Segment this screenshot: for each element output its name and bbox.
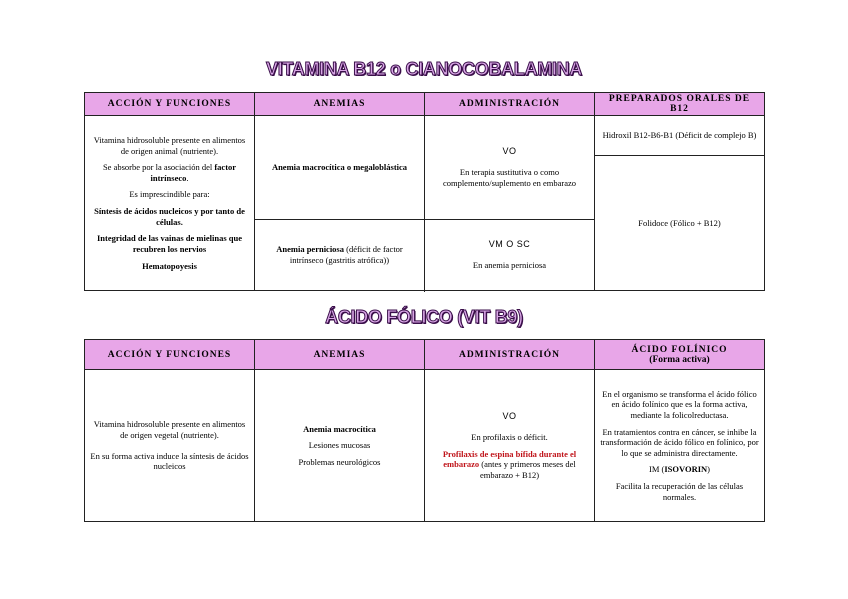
b9-folinico-p1: En el organismo se transforma el ácido fólico en ácido folínico que es la forma activa, mediante la folicolreductasa. — [602, 388, 757, 420]
b9-accion-p2: En su forma activa induce la síntesis de ácidos nucleicos — [90, 450, 249, 472]
b12-accion-p6: Hematopoyesis — [142, 260, 197, 271]
b9-anemia-item-1: Lesiones mucosas — [308, 440, 371, 451]
b9-admin-cell — [425, 370, 595, 522]
b12-accion-cell — [85, 116, 255, 291]
b9-folinico-p3: IM (ISOVORIN) — [648, 464, 710, 475]
b12-admin-2 — [425, 219, 595, 291]
b12-admin-1-route: VO — [502, 146, 517, 156]
b12-header-accion: ACCIÓN Y FUNCIONES — [85, 93, 255, 116]
b12-accion-p5: Integridad de las vainas de mielinas que recubren los nervios — [97, 233, 242, 254]
b9-anemia-cell — [255, 370, 425, 522]
b9-header-folinico: ÁCIDO FOLÍNICO (Forma activa) — [595, 340, 765, 370]
b12-accion-p3: Es imprescindible para: — [129, 189, 210, 200]
b9-admin-route: VO — [502, 410, 517, 421]
b12-prep-1: Hidroxil B12-B6-B1 (Déficit de complejo B) — [595, 116, 765, 156]
b12-admin-1 — [425, 116, 595, 220]
b12-accion-p1: Vitamina hidrosoluble presente en alimentos de origen animal (nutriente). — [93, 134, 246, 156]
b9-header-administracion: ADMINISTRACIÓN — [425, 340, 595, 370]
b9-anemia-title: Anemia macrocítica — [303, 423, 376, 434]
b12-header-administracion: ADMINISTRACIÓN — [425, 93, 595, 116]
b9-header-row — [85, 340, 765, 370]
b12-admin-2-route: VM O SC — [488, 238, 531, 249]
b12-anemia-2: Anemia perniciosa (déficit de factor intrínseco (gastritis atrófica)) — [255, 219, 425, 291]
b12-header-preparados: PREPARADOS ORALES DE B12 — [595, 93, 765, 116]
b9-anemia-item-2: Problemas neurológicos — [298, 456, 381, 467]
b12-header-row — [85, 93, 765, 116]
b9-folinico-cell — [595, 370, 765, 522]
b12-prep-2: Folidoce (Fólico + B12) — [595, 156, 765, 291]
b12-admin-1-text: En terapia sustitutiva o como complemento/suplemento en embarazo — [442, 167, 577, 188]
b12-table — [84, 92, 765, 291]
b12-accion-p4: Síntesis de ácidos nucleicos y por tanto de células. — [94, 206, 245, 227]
b12-admin-2-text: En anemia perniciosa — [472, 260, 547, 271]
b9-title: ÁCIDO FÓLICO (VIT B9) — [325, 307, 523, 327]
b9-admin-p1: En profilaxis o déficit. — [471, 431, 548, 442]
b12-title: VITAMINA B12 o CIANOCOBALAMINA — [266, 59, 582, 79]
b9-folinico-p2: En tratamientos contra en cáncer, se inhibe la transformación de ácido fólico en folínico, por lo que se administra directamente. — [600, 426, 759, 458]
b9-accion-p1: Vitamina hidrosoluble presente en alimentos de origen vegetal (nutriente). — [93, 419, 246, 440]
b9-folinico-p4: Facilita la recuperación de las células normales. — [615, 481, 744, 502]
b9-header-anemias: ANEMIAS — [255, 340, 425, 370]
b12-accion-p2: Se absorbe por la asociación del factor intrínseco. — [102, 162, 237, 183]
b9-table — [84, 339, 765, 522]
b9-admin-p2: Profilaxis de espina bífida durante el embarazo (antes y primeros meses del embarazo + B12) — [442, 448, 577, 480]
b9-header-accion: ACCIÓN Y FUNCIONES — [85, 340, 255, 370]
b12-anemia-1: Anemia macrocítica o megaloblástica — [255, 116, 425, 220]
b9-accion-cell — [85, 370, 255, 522]
b12-header-anemias: ANEMIAS — [255, 93, 425, 116]
